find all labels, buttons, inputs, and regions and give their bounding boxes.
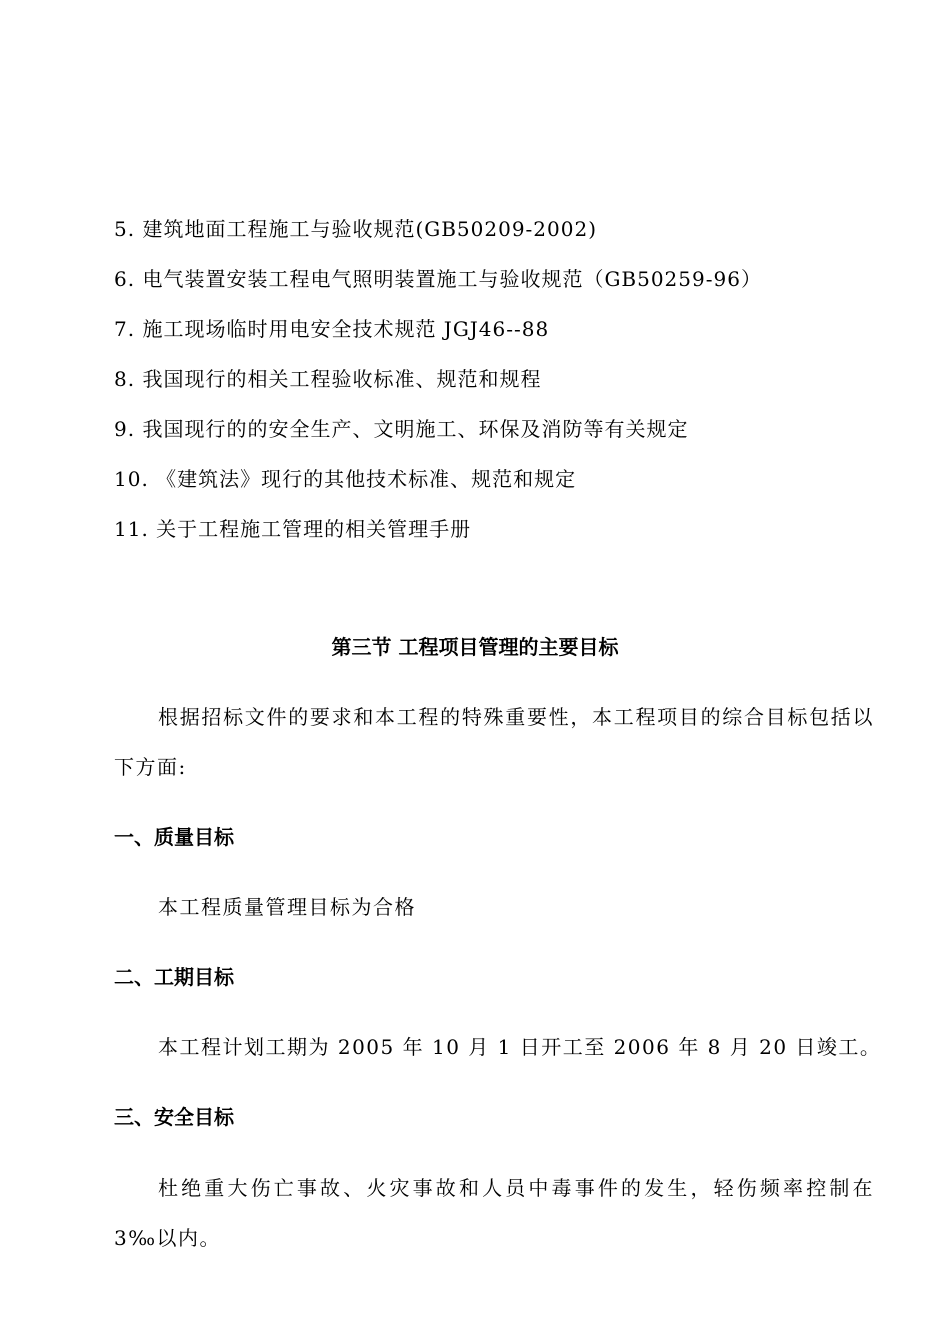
reference-item-11: 11. 关于工程施工管理的相关管理手册	[114, 517, 472, 541]
section-title: 第三节 工程项目管理的主要目标	[331, 635, 619, 659]
reference-item-5: 5. 建筑地面工程施工与验收规范(GB50209-2002)	[114, 217, 597, 241]
reference-item-10: 10. 《建筑法》现行的其他技术标准、规范和规定	[114, 467, 577, 491]
quality-goal-text: 本工程质量管理目标为合格	[158, 895, 416, 919]
safety-goal-text: 杜绝重大伤亡事故、火灾事故和人员中毒事件的发生，轻伤频率控制在 3‰以内。	[114, 1176, 874, 1250]
reference-item-8: 8. 我国现行的相关工程验收标准、规范和规程	[114, 367, 542, 391]
safety-goal-heading: 三、安全目标	[114, 1105, 234, 1129]
reference-item-7: 7. 施工现场临时用电安全技术规范 JGJ46--88	[114, 317, 550, 341]
quality-goal-heading: 一、质量目标	[114, 825, 234, 849]
schedule-goal-heading: 二、工期目标	[114, 965, 234, 989]
reference-item-9: 9. 我国现行的的安全生产、文明施工、环保及消防等有关规定	[114, 417, 689, 441]
schedule-goal-text: 本工程计划工期为 2005 年 10 月 1 日开工至 2006 年 8 月 20 日竣工。	[158, 1035, 882, 1059]
reference-item-6: 6. 电气装置安装工程电气照明装置施工与验收规范（GB50259-96）	[114, 267, 762, 291]
section-intro-paragraph: 根据招标文件的要求和本工程的特殊重要性，本工程项目的综合目标包括以下方面:	[114, 705, 874, 779]
